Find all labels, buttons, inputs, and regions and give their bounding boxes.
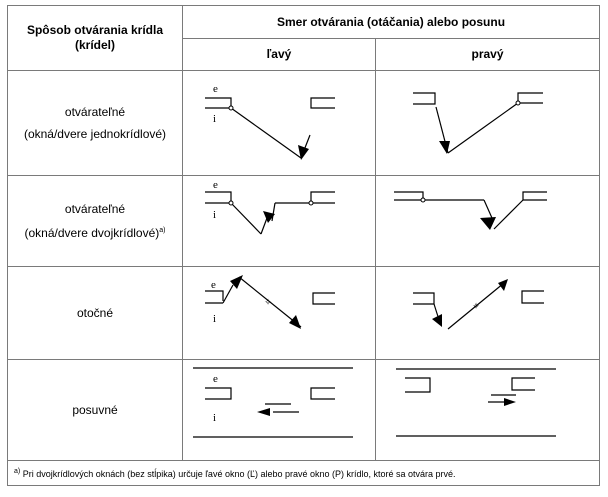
row3-label-line1: otočné: [76, 306, 114, 320]
pivot-point-right-icon: ✧: [472, 301, 480, 311]
sliding-left-diagram: [183, 360, 376, 460]
header-opening-type-line2: (krídel): [74, 38, 115, 52]
row2-label-line2: (okná/dvere dvojkrídlové): [24, 226, 160, 240]
row-label-pivot: [8, 267, 183, 360]
label-e-4: e: [213, 373, 218, 385]
sliding-right-diagram: [376, 360, 600, 460]
header-right: pravý: [376, 39, 600, 71]
diagram-double-right: [376, 176, 600, 267]
diagram-pivot-left: [183, 267, 376, 360]
diagram-single-left: [183, 71, 376, 176]
pivot-left-diagram: [183, 267, 376, 359]
header-left: ľavý: [183, 39, 376, 71]
row1-label-line1: otvárateľné: [64, 105, 126, 119]
row-label-single-leaf: [8, 71, 183, 176]
label-i-3: i: [213, 313, 217, 325]
pivot-point-icon: ✧: [264, 297, 272, 307]
label-i-2: i: [213, 209, 217, 221]
diagram-sliding-left: [183, 360, 376, 461]
opening-direction-table: [7, 5, 600, 486]
diagram-double-left: [183, 176, 376, 267]
double-leaf-right-diagram: [376, 176, 600, 266]
row4-label-line1: posuvné: [72, 403, 118, 417]
label-i-4: i: [213, 412, 217, 424]
footnote: [8, 461, 600, 486]
header-direction: Smer otvárania (otáčania) alebo posunu: [183, 6, 600, 39]
diagram-pivot-right: [376, 267, 600, 360]
header-opening-type: [8, 6, 183, 71]
row2-label-line1: otvárateľné: [64, 202, 126, 216]
double-leaf-left-diagram: [183, 176, 376, 266]
label-e-2: e: [213, 179, 218, 191]
single-leaf-right-diagram: [376, 71, 600, 175]
footnote-mark: a): [14, 467, 21, 475]
label-i: i: [213, 113, 217, 125]
label-e-3: e: [211, 279, 216, 291]
row2-label-sup: a): [159, 227, 166, 234]
row-label-sliding: [8, 360, 183, 461]
row-label-double-leaf: [8, 176, 183, 267]
row1-label-line2: (okná/dvere jednokrídlové): [23, 127, 167, 141]
diagram-sliding-right: [376, 360, 600, 461]
label-e: e: [213, 83, 218, 95]
footnote-text: Pri dvojkrídlových oknách (bez stĺpika) určuje ľavé okno (Ľ) alebo pravé okno (P) krídlo, ktoré sa otvára prvé.: [20, 468, 456, 479]
single-leaf-left-diagram: [183, 71, 376, 175]
pivot-right-diagram: [376, 267, 600, 359]
diagram-single-right: [376, 71, 600, 176]
header-opening-type-line1: Spôsob otvárania krídla: [26, 23, 164, 37]
